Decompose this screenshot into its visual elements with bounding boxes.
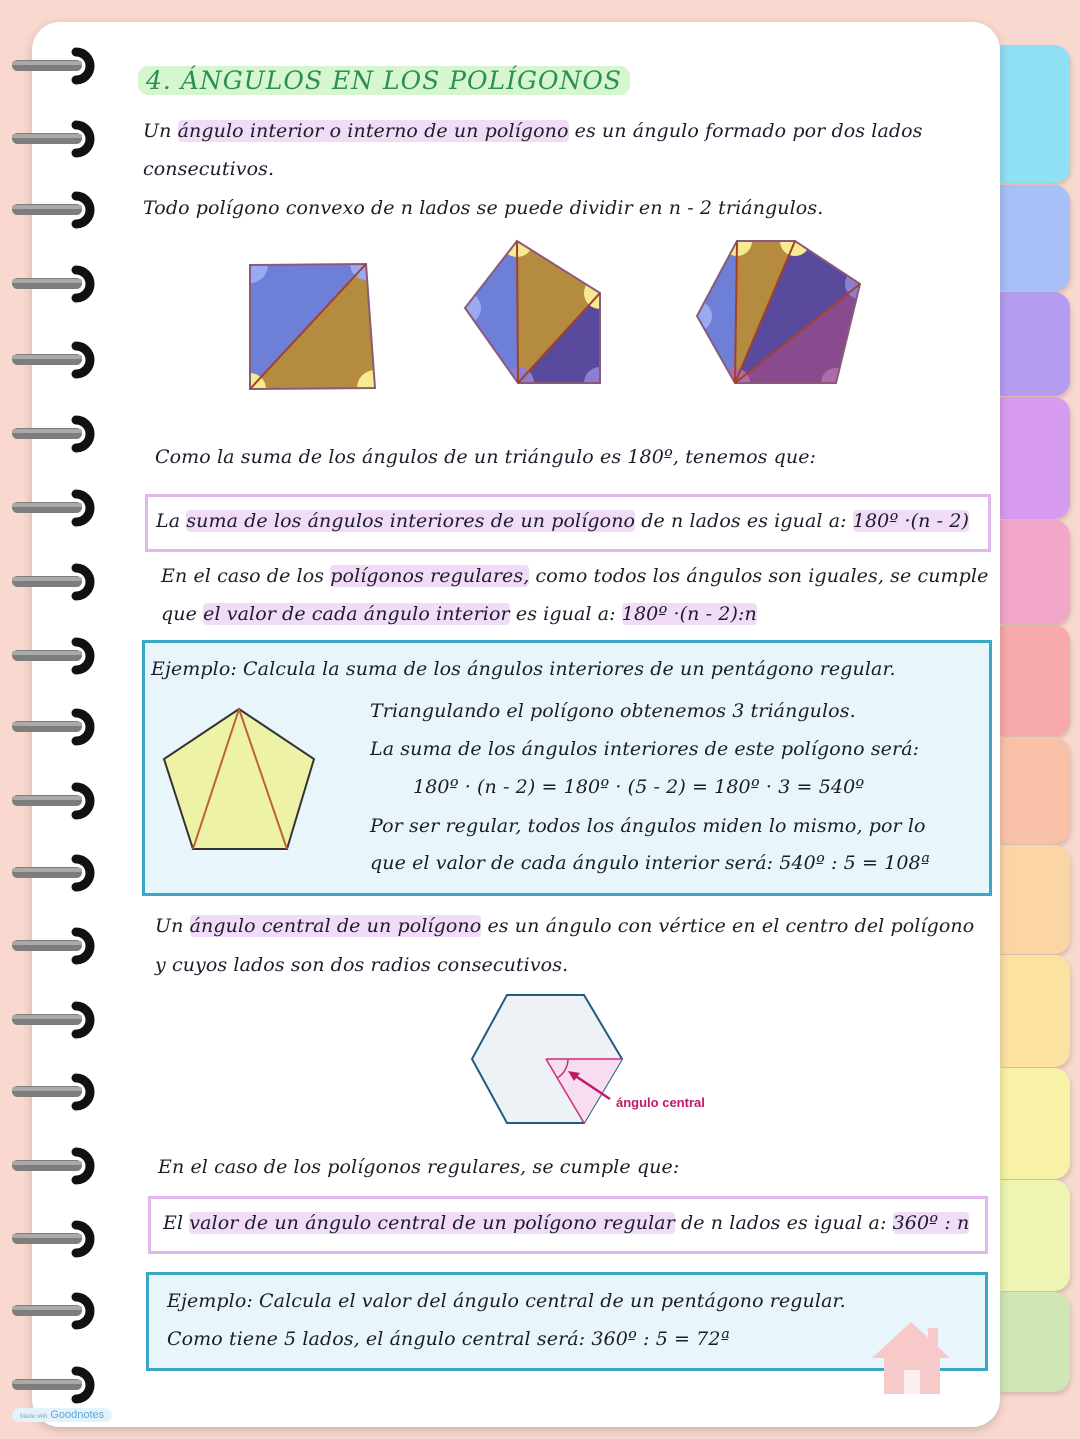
formula-central: 360º : n bbox=[892, 1212, 970, 1234]
intro-line-1-text: es un ángulo formado por dos lados bbox=[574, 120, 923, 142]
spiral-ring bbox=[10, 636, 102, 676]
example2-line-2: Como tiene 5 lados, el ángulo central será: 360º : 5 = 72ª bbox=[167, 1328, 730, 1350]
highlight-each-interior-angle: el valor de cada ángulo interior bbox=[203, 603, 510, 625]
rule2-pre: El bbox=[163, 1212, 184, 1234]
formula-each-interior-angle: 180º ·(n - 2):n bbox=[621, 603, 757, 625]
spiral-ring bbox=[10, 707, 102, 747]
section-tab[interactable] bbox=[1000, 1068, 1070, 1179]
highlight-central-value: valor de un ángulo central de un polígono regular bbox=[189, 1212, 675, 1234]
home-icon[interactable] bbox=[870, 1318, 952, 1398]
watermark-made-with: Made with bbox=[20, 1414, 48, 1420]
spiral-ring bbox=[10, 190, 102, 230]
section-tab[interactable] bbox=[1000, 955, 1070, 1067]
spiral-ring bbox=[10, 926, 102, 966]
section-tab[interactable] bbox=[1000, 1292, 1070, 1392]
hexagon-central-angle-diagram bbox=[470, 993, 730, 1128]
highlight-interior-angle: ángulo interior o interno de un polígono bbox=[177, 120, 569, 142]
watermark-brand: Goodnotes bbox=[50, 1409, 105, 1421]
rule-central-box bbox=[148, 1196, 988, 1254]
regular2-text: En el caso de los polígonos regulares, se cumple que: bbox=[158, 1156, 680, 1178]
spiral-ring bbox=[10, 264, 102, 304]
spiral-ring bbox=[10, 1291, 102, 1331]
example1-line-2: La suma de los ángulos interiores de este polígono será: bbox=[370, 738, 920, 760]
example1-line-4: Por ser regular, todos los ángulos miden lo mismo, por lo bbox=[370, 815, 926, 837]
section-tab[interactable] bbox=[1000, 1180, 1070, 1291]
central-line-1 bbox=[155, 914, 974, 938]
spiral-ring bbox=[10, 1219, 102, 1259]
example1-heading: Ejemplo: Calcula la suma de los ángulos interiores de un pentágono regular. bbox=[151, 658, 896, 680]
rule1-pre: La bbox=[156, 510, 181, 532]
example-interior-box bbox=[142, 640, 992, 896]
spiral-ring bbox=[10, 488, 102, 528]
regular-l2-mid: es igual a: bbox=[515, 603, 616, 625]
spiral-ring bbox=[10, 1365, 102, 1405]
hexagon-figure-4-triangles bbox=[682, 228, 875, 398]
regular-l2-pre: que bbox=[161, 603, 197, 625]
page-title bbox=[138, 66, 630, 95]
example1-line-5: que el valor de cada ángulo interior será: 540º : 5 = 108ª bbox=[370, 852, 930, 874]
central-angle-label: ángulo central bbox=[616, 1095, 705, 1110]
central-l1-pre: Un bbox=[155, 915, 184, 937]
triangulation-figures bbox=[230, 228, 880, 398]
rule2-mid: de n lados es igual a: bbox=[681, 1212, 887, 1234]
spiral-ring bbox=[10, 1072, 102, 1112]
rule1-mid: de n lados es igual a: bbox=[641, 510, 847, 532]
section-tab[interactable] bbox=[1000, 45, 1070, 183]
regular-l1-pre: En el caso de los bbox=[161, 565, 325, 587]
section-tab[interactable] bbox=[1000, 625, 1070, 736]
example2-line-1: Ejemplo: Calcula el valor del ángulo central de un pentágono regular. bbox=[167, 1290, 846, 1312]
central-l1-post: es un ángulo con vértice en el centro del polígono bbox=[487, 915, 975, 937]
regular-line-1 bbox=[161, 564, 988, 588]
pentagon-example-figure bbox=[159, 701, 319, 856]
spiral-ring bbox=[10, 340, 102, 380]
intro-line-1: Un ángulo interior o interno de un polígono es un ángulo formado por dos lados bbox=[143, 120, 923, 142]
highlight-interior-sum: suma de los ángulos interiores de un polígono bbox=[186, 510, 636, 532]
spiral-ring bbox=[10, 853, 102, 893]
pentagon-figure-2-triangles bbox=[449, 228, 616, 398]
section-tab[interactable] bbox=[1000, 520, 1070, 624]
example1-formula: 180º · (n - 2) = 180º · (5 - 2) = 180º · 3 = 540º bbox=[413, 776, 865, 798]
formula-interior-sum: 180º ·(n - 2) bbox=[852, 510, 970, 532]
spiral-ring bbox=[10, 1000, 102, 1040]
rule-interior-sum-box bbox=[145, 494, 991, 552]
example1-line-1: Triangulando el polígono obtenemos 3 triángulos. bbox=[370, 700, 856, 722]
section-tab[interactable] bbox=[1000, 292, 1070, 396]
central-line-2: y cuyos lados son dos radios consecutivos. bbox=[155, 954, 569, 976]
section-tab[interactable] bbox=[1000, 845, 1070, 954]
section-tab[interactable] bbox=[1000, 397, 1070, 519]
spiral-ring bbox=[10, 562, 102, 602]
intro-line-2: consecutivos. bbox=[143, 158, 275, 180]
quadrilateral-figure bbox=[232, 247, 393, 398]
intro-line-3: Todo polígono convexo de n lados se puede dividir en n - 2 triángulos. bbox=[143, 197, 824, 219]
spiral-ring bbox=[10, 414, 102, 454]
highlight-regular-polygons: polígonos regulares, bbox=[330, 565, 530, 587]
highlight-central-angle: ángulo central de un polígono bbox=[189, 915, 482, 937]
section-tab[interactable] bbox=[1000, 737, 1070, 844]
spiral-ring bbox=[10, 119, 102, 159]
title-text: 4. ÁNGULOS EN LOS POLÍGONOS bbox=[138, 66, 630, 95]
example-central-box bbox=[146, 1272, 988, 1371]
regular-l1-post: como todos los ángulos son iguales, se cumple bbox=[535, 565, 989, 587]
rule-interior-sum bbox=[156, 509, 969, 533]
goodnotes-watermark bbox=[12, 1408, 112, 1422]
spiral-ring bbox=[10, 1146, 102, 1186]
spiral-ring bbox=[10, 46, 102, 86]
section-tab[interactable] bbox=[1000, 185, 1070, 291]
spiral-ring bbox=[10, 781, 102, 821]
regular-line-2 bbox=[161, 602, 757, 626]
sum-intro-text: Como la suma de los ángulos de un triángulo es 180º, tenemos que: bbox=[155, 446, 817, 468]
rule-central bbox=[163, 1211, 969, 1235]
